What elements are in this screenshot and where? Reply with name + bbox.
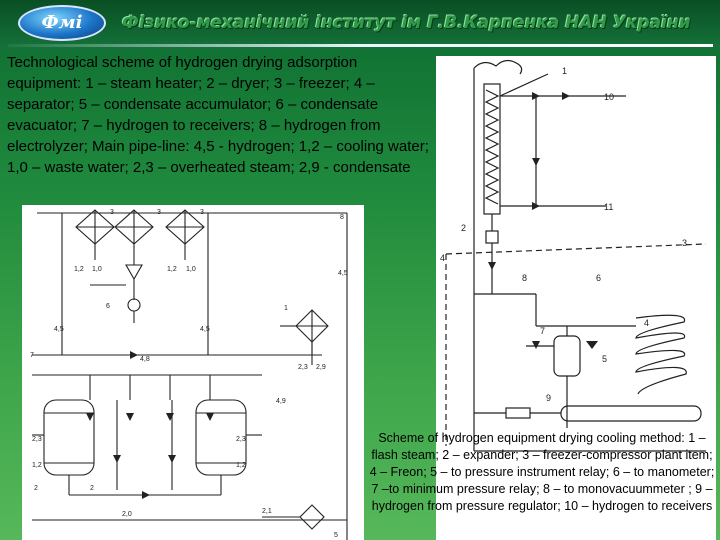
- label-4-9: 4,9: [276, 398, 286, 405]
- label-6: 6: [106, 303, 110, 310]
- institute-name: Фізико-механічний інститут ім Г.В.Карпенка НАН України: [122, 13, 691, 33]
- label-3: 3: [682, 238, 688, 248]
- valve-icon: [113, 455, 121, 463]
- label-2: 2: [461, 223, 467, 233]
- header-divider: [8, 44, 713, 47]
- label-9: 9: [546, 393, 552, 403]
- left-diagram-panel: [22, 205, 364, 540]
- valve-icon: [206, 413, 214, 421]
- valve-icon: [488, 262, 496, 270]
- label-1-0a: 1,0: [92, 266, 102, 273]
- label-1-2c: 1,2: [32, 462, 42, 469]
- left-caption: Technological scheme of hydrogen drying adsorption equipment: 1 – steam heater; 2 – dryer; 3 – freezer; 4 – separator; 5 – condensate accumulator; 6 – condensate evacuator; 7 – hydrogen to receivers; 8 – hydrogen from electrolyzer; Main pipe-line: 4,5 - hydrogen; 1,2 – cooling water; 1,0 – waste water; 2,3 – overheated steam; 2,9 - condensate: [7, 54, 429, 176]
- condensate-accumulator: [128, 299, 140, 311]
- label-4-5b: 4,5: [200, 326, 210, 333]
- separator-vessel: [554, 336, 580, 376]
- expander-coil: [486, 90, 498, 204]
- valve-icon: [166, 413, 174, 421]
- valve-icon: [130, 351, 138, 359]
- label-7: 7: [30, 352, 34, 359]
- steam-coil-head: [474, 60, 522, 74]
- condensate-evacuator: [300, 505, 324, 529]
- valve-icon: [168, 455, 176, 463]
- label-8: 8: [340, 214, 344, 221]
- label-2-1: 2,1: [262, 508, 272, 515]
- label-1: 1: [562, 66, 568, 76]
- label-2-3a: 2,3: [298, 364, 308, 371]
- label-2-0: 2,0: [122, 511, 132, 518]
- label-6: 6: [596, 273, 602, 283]
- label-1-2b: 1,2: [167, 266, 177, 273]
- label-7: 7: [540, 326, 546, 336]
- valve-icon: [126, 413, 134, 421]
- label-5: 5: [334, 532, 338, 539]
- label-2a: 2: [34, 485, 38, 492]
- label-3a: 3: [110, 209, 114, 216]
- valve-icon: [142, 491, 150, 499]
- valve-icon: [86, 413, 94, 421]
- logo-text: Фмі: [41, 12, 83, 33]
- label-5: 5: [602, 354, 608, 364]
- label-2-9a: 2,9: [316, 364, 326, 371]
- drain-box: [486, 231, 498, 243]
- label-4-8: 4,8: [140, 356, 150, 363]
- label-3c: 3: [200, 209, 204, 216]
- dryer-left: [44, 400, 94, 475]
- label-2-3b: 2,3: [32, 436, 42, 443]
- valve-icon: [532, 158, 540, 166]
- label-4-vertical: 4: [440, 253, 446, 263]
- separator-cone: [126, 265, 142, 279]
- label-1-2d: 1,2: [236, 462, 246, 469]
- label-2-3c: 2,3: [236, 436, 246, 443]
- institute-logo: [18, 5, 106, 41]
- label-3b: 3: [157, 209, 161, 216]
- valve-icon: [532, 341, 540, 349]
- valve-icon: [562, 92, 570, 100]
- label-8: 8: [522, 273, 528, 283]
- pressure-relay-box: [506, 408, 530, 418]
- label-4-5c: 4,5: [338, 270, 348, 277]
- valve-icon: [586, 341, 598, 349]
- freezer-boundary: [446, 244, 706, 254]
- adsorption-scheme-diagram: [22, 205, 364, 540]
- flash-steam-line: [500, 74, 548, 96]
- label-1-0b: 1,0: [186, 266, 196, 273]
- label-4-5a: 4,5: [54, 326, 64, 333]
- label-1-2a: 1,2: [74, 266, 84, 273]
- label-10: 10: [604, 92, 615, 102]
- label-2b: 2: [90, 485, 94, 492]
- label-1: 1: [284, 305, 288, 312]
- freon-receiver: [561, 406, 701, 421]
- label-11: 11: [604, 202, 614, 212]
- label-4: 4: [644, 318, 650, 328]
- right-caption: Scheme of hydrogen equipment drying cooling method: 1 – flash steam; 2 – expander; 3 – freezer-compressor plant item; 4 – Freon; 5 – to pressure instrument relay; 6 – to manometer; 7 –to minimum pressure relay; 8 – to monovacuummeter ; 9 – hydrogen from pressure regulator; 10 – hydrogen to receivers: [369, 431, 715, 513]
- header-bar: [0, 0, 720, 50]
